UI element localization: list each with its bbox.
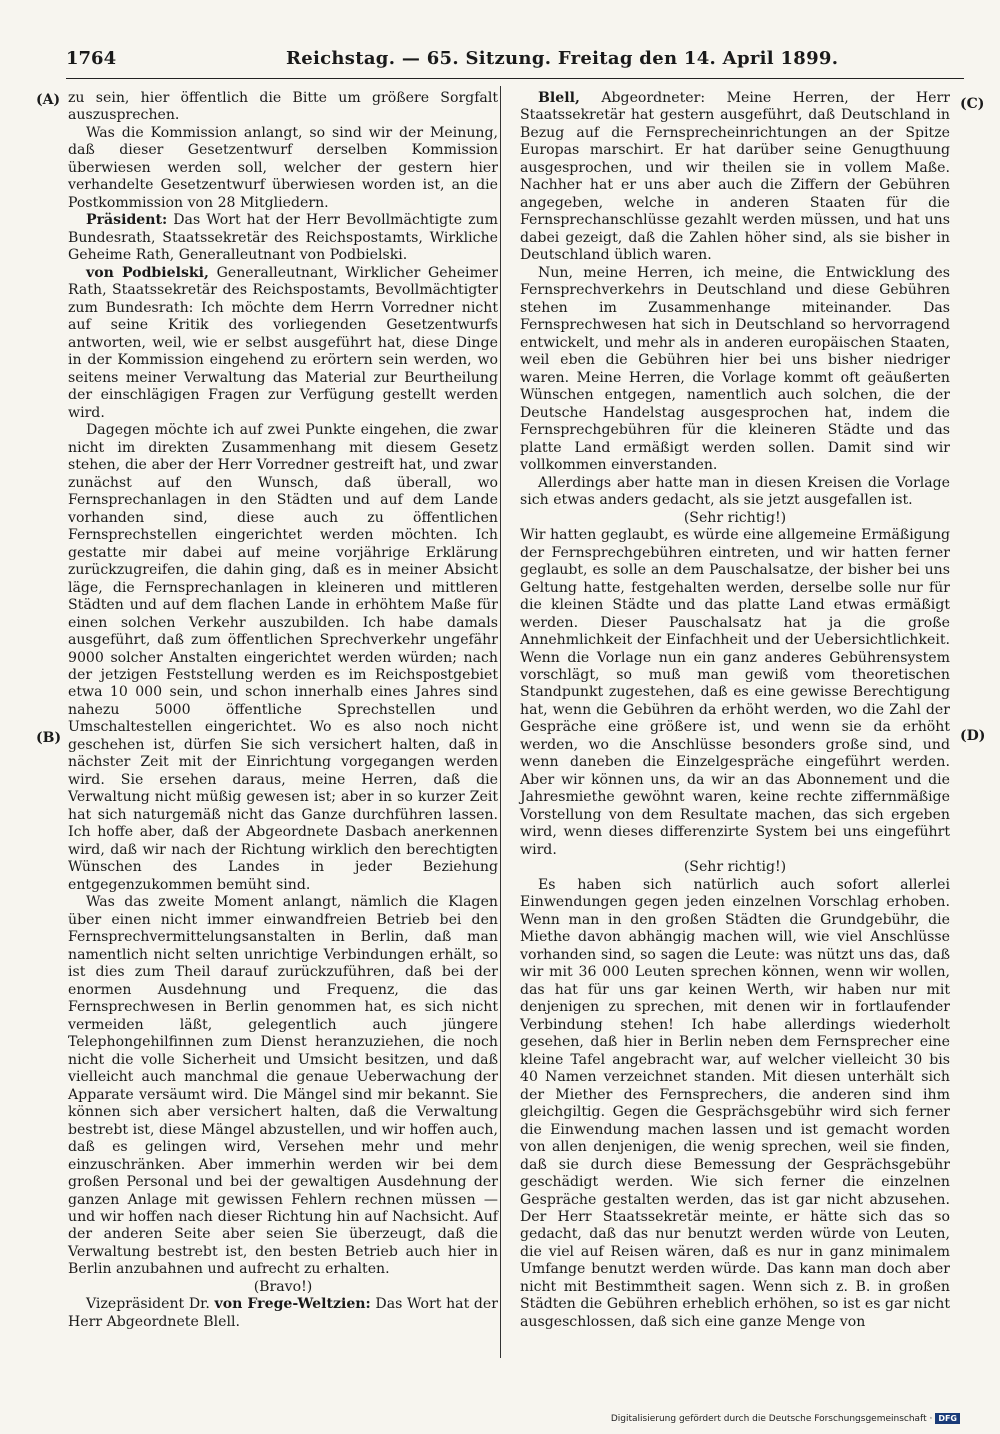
paragraph: Vizepräsident Dr. von Frege-Weltzien: Das Wort hat der Herr Abgeordnete Blell.: [68, 1296, 499, 1330]
margin-marker-d: (D): [960, 728, 986, 744]
paragraph: Allerdings aber hatte man in diesen Kreisen die Vorlage sich etwas anders gedacht, als sie jetzt ausgefallen ist.: [520, 474, 950, 509]
dfg-logo: DFG: [935, 1413, 960, 1424]
interjection: (Sehr richtig!): [683, 859, 787, 876]
margin-marker-b: (B): [36, 730, 62, 746]
right-column: [520, 90, 950, 1331]
header-rule: [66, 78, 964, 79]
credit-text: Digitalisierung gefördert durch die Deutsche Forschungsgemeinschaft ·: [610, 1414, 933, 1424]
paragraph: Es haben sich natürlich auch sofort allerlei Einwendungen gegen jeden einzelnen Vorschlag erhoben. Wenn man in den großen Städten die Grundgebühr, die Miethe davon abhängig machen will, wie viel Anschlüsse vorhanden sind, so sagen die Leute: was nützt uns das, daß wir mit 36 000 Leuten sprechen können, wenn wir wollen, das hat für uns gar keinen Werth, wir haben nur mit denjenigen zu sprechen, mit denen wir in fortlaufender Verbindung stehen! Ich habe allerdings wiederholt gesehen, daß hier in Berlin neben dem Fernsprecher eine kleine Tafel angebracht war, auf welcher vielleicht 30 bis 40 Namen verzeichnet standen. Mit diesen unterhält sich der Miether des Fernsprechers, die anderen sind ihm gleichgiltig. Gegen die Gesprächsgebühr wird sich ferner die Einwendung machen lassen und ist gemacht worden von allen denjenigen, die wenig sprechen, weil sie finden, daß sie durch diese Bemessung der Gesprächsgebühr geschädigt werden. Wie sich ferner die einzelnen Gespräche gestalten werden, das ist gar nicht abzusehen. Der Herr Staatssekretär meinte, er hätte sich das so gedacht, daß das nur benutzt werden würde von Leuten, die viel auf Reisen wären, daß es nur in ganz minimalem Umfange benutzt werden würde. Das kann man doch aber nicht mit Bestimmtheit sagen. Wenn sich z. B. in großen Städten die Gebühren erheblich erhöhen, so ist es gar nicht ausgeschlossen, daß sich eine ganze Menge von: [520, 876, 950, 1330]
digitization-credit: [611, 1413, 960, 1424]
speaker-name: Blell,: [538, 90, 580, 106]
speaker-name: Präsident:: [86, 212, 168, 229]
paragraph: von Podbielski, Generalleutnant, Wirklicher Geheimer Rath, Staatssekretär des Reichspostamts, Bevollmächtigter zum Bundesrath: Ich möchte dem Herrn Vorredner nicht auf seine Kritik des vorliegenden Gesetzentwurfs antworten, weil, wie er selbst ausgeführt hat, diese Dinge in der Kommission eingehend zu erörtern sein werden, wo seitens meiner Verwaltung das Material zur Beurtheilung der einschlägigen Fragen zur Verfügung gestellt werden wird.: [68, 264, 498, 421]
paragraph: Was das zweite Moment anlangt, nämlich die Klagen über einen nicht immer einwandfreien Betrieb bei den Fernsprechvermittelungsanstalten in Berlin, daß man namentlich nicht selten unrichtige Verbindungen erhält, so ist dies zum Theil darauf zurückzuführen, daß bei der enormen Ausdehnung und Frequenz, die das Fernsprechwesen in Berlin genommen hat, es sich nicht vermeiden läßt, gelegentlich auch jüngere Telephongehilfinnen zum Dienst heranzuziehen, die noch nicht die volle Sicherheit und Umsicht besitzen, und daß vielleicht auch manchmal die genaue Ueberwachung der Apparate versäumt wird. Die Mängel sind mir bekannt. Sie können sich aber versichert halten, daß die Verwaltung bestrebt ist, diese Mängel abzustellen, und wir hoffen auch, daß es gelingen wird, Versehen mehr und mehr einzuschränken. Aber immerhin werden wir bei dem großen Personal und bei der gewaltigen Ausdehnung der ganzen Anlage mit gewissen Fehlern rechnen müssen — und wir hoffen nach dieser Richtung hin auf Nachsicht. Auf der anderen Seite aber seien Sie überzeugt, daß die Verwaltung bestrebt ist, den besten Betrieb auch hier in Berlin anzubahnen und aufrecht zu erhalten.: [68, 894, 498, 1278]
speaker-name: von Podbielski,: [86, 264, 209, 281]
paragraph: Dagegen möchte ich auf zwei Punkte eingehen, die zwar nicht im direkten Zusammenhang mit diesem Gesetz stehen, die aber der Herr Vorredner gestreift hat, und zwar zunächst auf den Wunsch, daß überall, wo Fernsprechanlagen in den Städten und auf dem Lande vorhanden sind, diese auch zu öffentlichen Fernsprechstellen eingerichtet werden möchten. Ich gestatte mir dabei auf meine vorjährige Erklärung zurückzugreifen, die dahin ging, daß es in meiner Absicht läge, die Fernsprechanlagen in kleineren und mittleren Städten und auf dem flachen Lande in erhöhtem Maße für einen solchen Verkehr auszubilden. Ich habe damals ausgeführt, daß zum öffentlichen Sprechverkehr ungefähr 9000 solcher Anstalten eingerichtet werden würden; nach der jetzigen Feststellung werden es im Reichspostgebiet etwa 10 000 sein, und schon innerhalb eines Jahres sind nahezu 5000 öffentliche Sprechstellen und Umschaltestellen eingerichtet. Wo es also noch nicht geschehen ist, dürfen Sie sich versichert halten, daß in nächster Zeit mit der Einrichtung vorgegangen werden wird. Sie ersehen daraus, meine Herren, daß die Verwaltung nicht müßig gewesen ist; aber in so kurzer Zeit hat sich naturgemäß nicht das Ganze durchführen lassen. Ich hoffe aber, daß der Abgeordnete Dasbach anerkennen wird, daß wir nach der Richtung wirklich den berechtigten Wünschen des Landes in jeder Beziehung entgegenzukommen bemüht sind.: [68, 422, 498, 893]
running-title: Reichstag. — 65. Sitzung. Freitag den 14. April 1899.: [286, 48, 839, 69]
page-number: 1764: [66, 48, 117, 69]
column-divider: [500, 86, 501, 1358]
margin-marker-a: (A): [36, 92, 61, 108]
paragraph: Blell, Abgeordneter: Meine Herren, der Herr Staatssekretär hat gestern ausgeführt, daß Deutschland in Bezug auf die Fernsprecheinrichtungen an der Spitze Europas marschirt. Er hat darüber seine Genugthuung ausgesprochen, und wir theilen sie in vollem Maße. Nachher hat er uns aber auch die Ziffern der Gebühren angegeben, welche in anderen Staaten für die Fernsprechanschlüsse gezahlt werden müssen, und hat uns dabei gezeigt, daß die Zahlen höher sind, als sie bisher in Deutschland üblich waren.: [520, 90, 950, 264]
page-header: [66, 48, 966, 72]
margin-marker-c: (C): [960, 96, 985, 112]
interjection: (Sehr richtig!): [683, 509, 787, 526]
paragraph: Nun, meine Herren, ich meine, die Entwicklung des Fernsprechverkehrs in Deutschland und diese Gebühren stehen im Zusammenhange miteinander. Das Fernsprechwesen hat sich in Deutschland so hervorragend entwickelt, und mehr als in anderen europäischen Staaten, weil eben die Gebühren hier bei uns bisher niedriger waren. Meine Herren, die Vorlage kommt oft geäußerten Wünschen entgegen, namentlich auch solchen, die der Deutsche Handelstag ausgesprochen hat, indem die Fernsprechgebühren für die kleineren Städte und das platte Land ermäßigt werden sollen. Damit sind wir vollkommen einverstanden.: [520, 264, 950, 474]
interjection: (Bravo!): [253, 1278, 313, 1295]
paragraph: zu sein, hier öffentlich die Bitte um größere Sorgfalt auszusprechen.: [68, 90, 498, 124]
paragraph: Was die Kommission anlangt, so sind wir der Meinung, daß dieser Gesetzentwurf derselben Kommission überwiesen werden soll, welcher der gestern hier verhandelte Gesetzentwurf überwiesen worden ist, an die Postkommission von 28 Mitgliedern.: [68, 124, 498, 211]
paragraph: Wir hatten geglaubt, es würde eine allgemeine Ermäßigung der Fernsprechgebühren eintreten, und wir hatten ferner geglaubt, es solle an dem Pauschalsatze, der bisher bei uns Geltung hatte, festgehalten werden, derselbe solle nur für die kleinen Städte und das platte Land etwas ermäßigt werden. Dieser Pauschalsatz hat ja die große Annehmlichkeit der Einfachheit und der Uebersichtlichkeit. Wenn die Vorlage nun ein ganz anderes Gebührensystem vorschlägt, so muß man gewiß vom theoretischen Standpunkt zugestehen, daß es eine gewisse Berechtigung hat, wenn die Gebühren da erhöht werden, wo die Zahl der Gespräche eine größere ist, und wenn sie da erhöht werden, wo die Anschlüsse besonders große sind, und wenn daneben die Einzelgespräche eingeführt werden. Aber wir können uns, da wir an das Abonnement und die Jahresmiethe gewöhnt waren, keine rechte ziffernmäßige Vorstellung von dem Resultate machen, das sich ergeben wird, wenn dieses differenzirte System bei uns eingeführt wird.: [520, 527, 950, 858]
paragraph: Präsident: Das Wort hat der Herr Bevollmächtigte zum Bundesrath, Staatssekretär des Reichspostamts, Wirkliche Geheime Rath, Generalleutnant von Podbielski.: [68, 212, 498, 264]
left-column: [68, 90, 498, 1331]
speaker-name: von Frege-Weltzien:: [214, 1296, 371, 1313]
